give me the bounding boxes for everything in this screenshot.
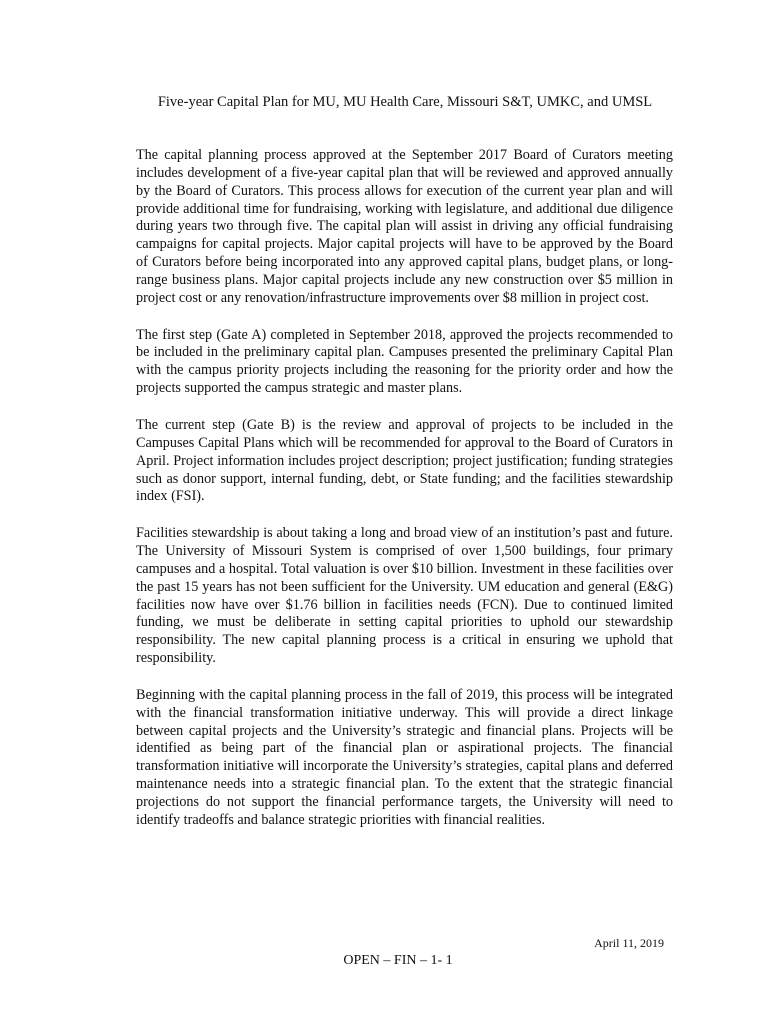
paragraph-facilities-stewardship: Facilities stewardship is about taking a long and broad view of an institution’s past and future. The University of Missouri System is comprised of over 1,500 buildings, four primary campuses and a hospital. Total valuation is over $10 billion. Investment in these facilities over the past 15 years has not been sufficient for the University. UM education and general (E&G) facilities now have over $1.76 billion in facilities needs (FCN). Due to continued limited funding, we must be deliberate in setting capital priorities to uphold our stewardship responsibility. The new capital planning process is a critical in ensuring we uphold that responsibility. bbox=[136, 525, 673, 667]
paragraph-gate-a: The first step (Gate A) completed in September 2018, approved the projects recommended to be included in the preliminary capital plan. Campuses presented the preliminary Capital Plan with the campus priority projects including the reasoning for the priority order and how the projects supported the campus strategic and master plans. bbox=[136, 326, 673, 397]
paragraph-capital-planning-process: The capital planning process approved at the September 2017 Board of Curators meeting includes development of a five-year capital plan that will be reviewed and approved annually by the Board of Curators. This process allows for execution of the current year plan and will provide additional time for fundraising, working with legislature, and additional due diligence during years two through five. The capital plan will assist in driving any official fundraising campaigns for capital projects. Major capital projects will have to be approved by the Board of Curators before being incorporated into any approved capital plans, budget plans, or long-range business plans. Major capital projects include any new construction over $5 million in project cost or any renovation/infrastructure improvements over $8 million in project cost. bbox=[136, 147, 673, 306]
document-body bbox=[136, 147, 673, 849]
paragraph-gate-b: The current step (Gate B) is the review and approval of projects to be included in the Campuses Capital Plans which will be recommended for approval to the Board of Curators in April. Project information includes project description; project justification; funding strategies such as donor support, internal funding, debt, or State funding; and the facilities stewardship index (FSI). bbox=[136, 416, 673, 505]
paragraph-financial-transformation: Beginning with the capital planning process in the fall of 2019, this process will be integrated with the financial transformation initiative underway. This will provide a direct linkage between capital projects and the University’s strategic and financial plans. Projects will be identified as being part of the financial plan or aspirational projects. The financial transformation initiative will incorporate the University’s strategies, capital plans and deferred maintenance needs into a strategic financial plan. To the extent that the strategic financial projections do not support the financial performance targets, the University will need to identify tradeoffs and balance strategic priorities with financial realities. bbox=[136, 686, 673, 828]
document-title: Five-year Capital Plan for MU, MU Health Care, Missouri S&T, UMKC, and UMSL bbox=[157, 94, 653, 110]
document-date: April 11, 2019 bbox=[594, 936, 664, 950]
page-footer: OPEN – FIN – 1- 1 bbox=[343, 953, 453, 968]
